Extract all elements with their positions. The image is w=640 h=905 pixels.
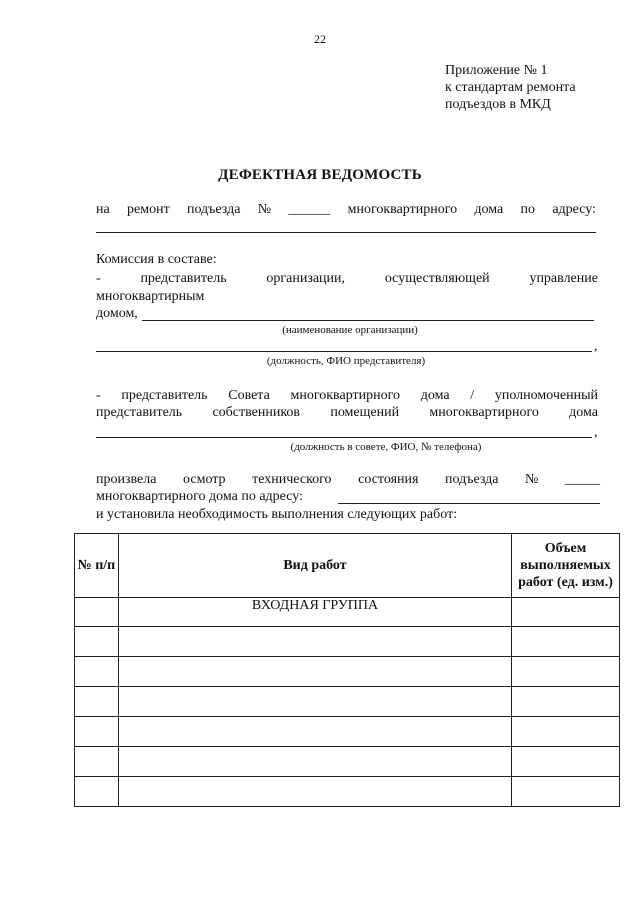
rep1-word: представитель — [140, 271, 227, 286]
work-cell[interactable] — [118, 717, 511, 747]
header-num-label: № п/п — [77, 557, 116, 573]
page-number: 22 — [314, 32, 326, 46]
work-cell[interactable] — [118, 777, 511, 807]
volume-cell[interactable] — [512, 627, 620, 657]
position-fill-line[interactable] — [96, 351, 592, 352]
inspection-line-3: и установила необходимость выполнения следующих работ: — [96, 507, 458, 522]
intro-word: № — [257, 202, 272, 217]
work-cell[interactable] — [118, 687, 511, 717]
rep1-line — [96, 271, 598, 287]
header-volume-2: выполняемых — [520, 558, 611, 573]
inspection-word: № — [525, 472, 539, 487]
address-fill-line[interactable] — [96, 232, 596, 233]
volume-cell[interactable] — [512, 657, 620, 687]
table-row — [75, 687, 620, 717]
appendix-line-1: Приложение № 1 — [445, 63, 548, 78]
intro-word: многоквартирного — [347, 202, 458, 217]
document-title: ДЕФЕКТНАЯ ВЕДОМОСТЬ — [218, 167, 422, 183]
volume-cell[interactable] — [512, 747, 620, 777]
volume-cell[interactable] — [512, 598, 620, 627]
intro-word: по — [520, 202, 536, 217]
num-cell[interactable] — [75, 747, 119, 777]
num-cell[interactable] — [75, 598, 119, 627]
table-header-row — [75, 534, 620, 598]
table-row — [75, 657, 620, 687]
volume-cell[interactable] — [512, 717, 620, 747]
inspection-word: технического — [252, 472, 332, 487]
inspection-line-1 — [96, 472, 600, 488]
inspection-word: осмотр — [183, 472, 226, 487]
commission-heading: Комиссия в составе: — [96, 252, 217, 267]
num-cell[interactable] — [75, 627, 119, 657]
rep1-house: домом, — [96, 306, 138, 321]
intro-line — [96, 202, 596, 218]
intro-word: адресу: — [552, 202, 596, 217]
num-cell[interactable] — [75, 687, 119, 717]
table-row — [75, 627, 620, 657]
volume-cell[interactable] — [512, 687, 620, 717]
rep1-word: - — [96, 271, 101, 286]
section-label: ВХОДНАЯ ГРУППА — [251, 598, 379, 613]
inspection-line-2: многоквартирного дома по адресу: — [96, 489, 303, 504]
volume-cell[interactable] — [512, 777, 620, 807]
appendix-line-2: к стандартам ремонта — [445, 80, 576, 95]
caption-organization: (наименование организации) — [282, 324, 418, 336]
organization-fill-line[interactable] — [142, 320, 594, 321]
table-row — [75, 747, 620, 777]
work-cell[interactable] — [118, 627, 511, 657]
entrance-number-field[interactable]: ______ — [288, 202, 331, 217]
appendix-reference — [445, 62, 576, 113]
inspection-word: состояния — [358, 472, 419, 487]
work-cell[interactable] — [118, 657, 511, 687]
header-work — [118, 534, 511, 598]
work-cell[interactable] — [118, 598, 511, 627]
header-volume-1: Объем — [544, 541, 587, 556]
intro-word: на — [96, 202, 110, 217]
table-row — [75, 598, 620, 627]
header-num — [75, 534, 119, 598]
inspection-word: подъезда — [445, 472, 499, 487]
rep2-line-2: представитель собственников помещений многоквартирного дома — [96, 405, 598, 420]
rep1-continuation: многоквартирным — [96, 289, 205, 304]
appendix-line-3: подъездов в МКД — [445, 97, 551, 112]
intro-word: дома — [474, 202, 504, 217]
num-cell[interactable] — [75, 657, 119, 687]
header-volume-3: работ (ед. изм.) — [518, 575, 613, 590]
works-table — [74, 533, 620, 807]
header-volume — [512, 534, 620, 598]
header-work-label: Вид работ — [283, 557, 347, 573]
rep1-word: осуществляющей — [384, 271, 490, 286]
comma: , — [594, 425, 598, 440]
caption-council: (должность в совете, ФИО, № телефона) — [290, 441, 482, 453]
rep1-word: организации, — [266, 271, 346, 286]
intro-word: ремонт — [127, 202, 170, 217]
table-row — [75, 777, 620, 807]
entrance-number-field[interactable]: _____ — [564, 472, 600, 487]
comma: , — [594, 339, 598, 354]
rep2-line-1: - представитель Совета многоквартирного дома / уполномоченный — [96, 388, 598, 403]
num-cell[interactable] — [75, 717, 119, 747]
intro-word: подъезда — [186, 202, 241, 217]
rep1-word: управление — [529, 271, 598, 286]
council-fill-line[interactable] — [96, 437, 592, 438]
inspection-word: произвела — [96, 472, 157, 487]
table-row — [75, 717, 620, 747]
inspection-address-fill-line[interactable] — [338, 503, 600, 504]
work-cell[interactable] — [118, 747, 511, 777]
caption-position: (должность, ФИО представителя) — [266, 355, 426, 367]
num-cell[interactable] — [75, 777, 119, 807]
